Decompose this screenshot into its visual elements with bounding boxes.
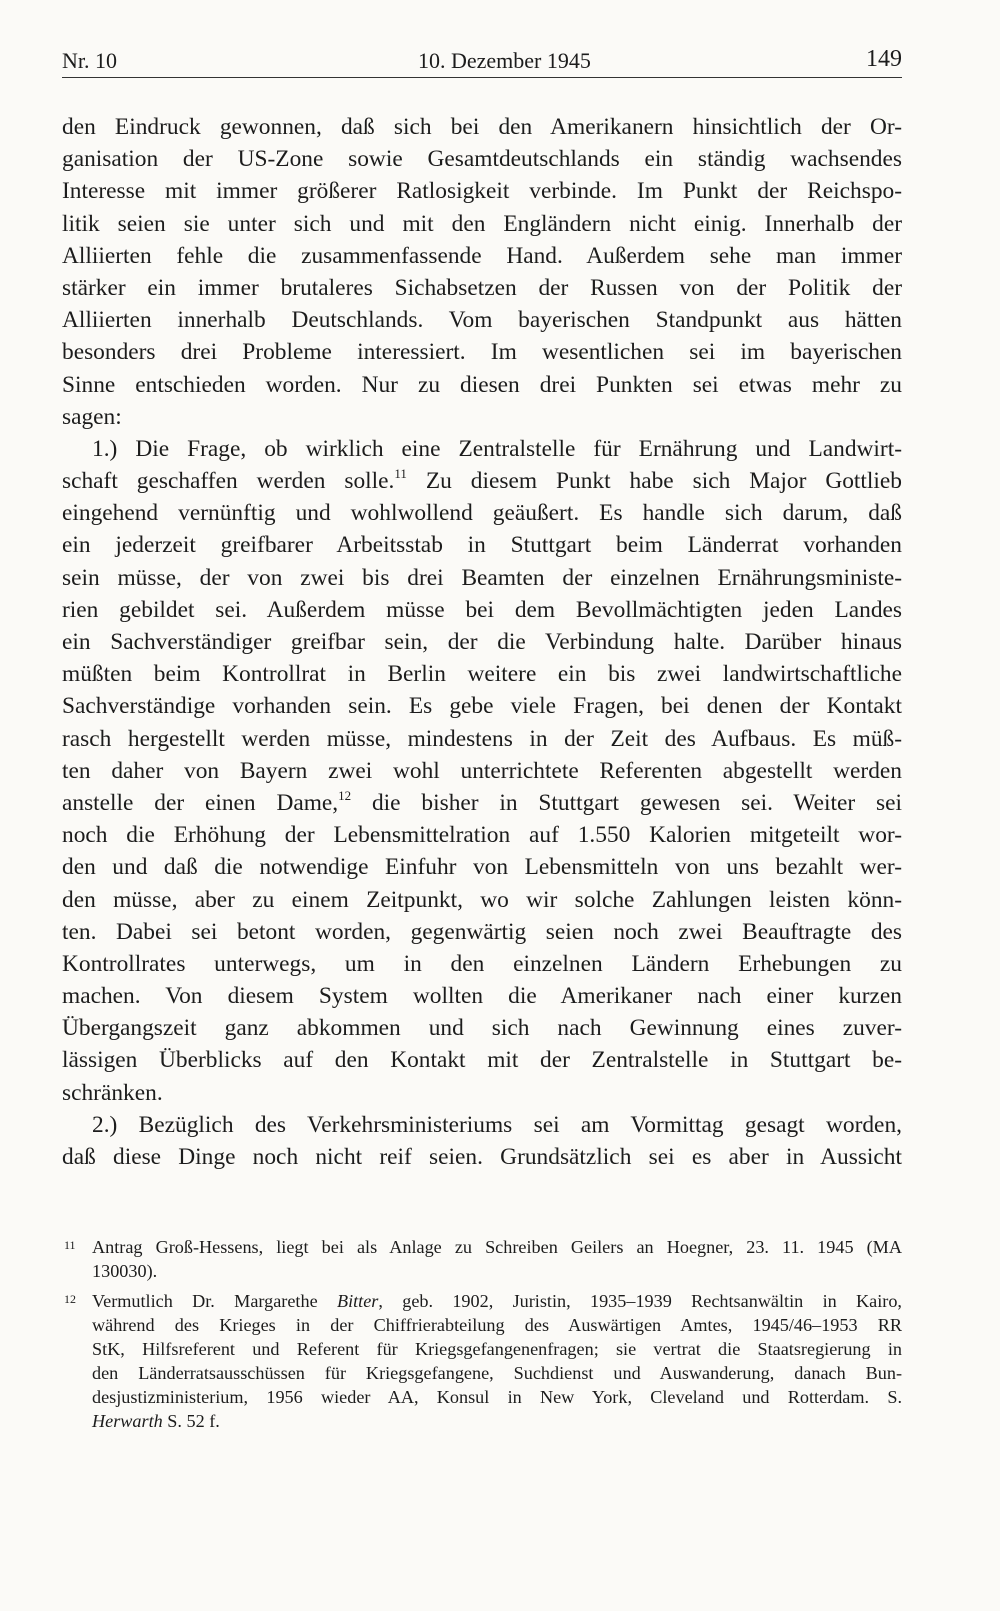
running-head <box>62 44 902 78</box>
body-line: machen. Von diesem System wollten die Amerikaner nach einer kurzen <box>62 983 902 1010</box>
body-text-fragment: schaft geschaffen werden solle. <box>62 468 395 495</box>
body-line: daß diese Dinge noch nicht reif seien. Grundsätzlich sei es aber in Aussicht <box>62 1144 902 1170</box>
body-line: den Eindruck gewonnen, daß sich bei den Amerikanern hinsichtlich der Or- <box>62 114 902 140</box>
body-text-fragment: anstelle der einen Dame, <box>62 789 339 816</box>
body-line: rasch hergestellt werden müsse, mindestens in der Zeit des Aufbaus. Es müß- <box>62 725 902 752</box>
body-line: ten daher von Bayern zwei wohl unterrichtete Referenten abgestellt werden <box>62 757 902 784</box>
footnote-12 <box>62 1289 902 1433</box>
footnote-italic-name: Bitter <box>336 1291 379 1311</box>
body-line: ten. Dabei sei betont worden, gegenwärtig seien noch zwei Beauftragte des <box>62 918 902 945</box>
body-line: ein Sachverständiger greifbar sein, der die Verbindung halte. Darüber hinaus <box>62 629 902 655</box>
body-line: den und daß die notwendige Einfuhr von Lebensmitteln von uns bezahlt wer- <box>62 854 902 881</box>
footnote-line <box>92 1289 902 1313</box>
footnote-line: während des Krieges in der Chiffrierabteilung des Auswärtigen Amtes, 1945/46–1953 RR <box>92 1315 902 1335</box>
footnotes <box>62 1235 902 1439</box>
body-line: schränken. <box>62 1079 163 1106</box>
footnote-italic-name: Herwarth <box>92 1411 163 1431</box>
footnote-line: desjustizministerium, 1956 wieder AA, Konsul in New York, Cleveland und Rotterdam. S. <box>92 1387 902 1407</box>
footnote-ref-11: 11 <box>394 466 407 482</box>
body-line: Interesse mit immer größerer Ratlosigkeit verbinde. Im Punkt der Reichspo- <box>62 178 902 205</box>
body-text-fragment: Zu diesem Punkt habe sich Major Gottlieb <box>406 468 902 495</box>
body-line: lässigen Überblicks auf den Kontakt mit der Zentralstelle in Stuttgart be- <box>62 1047 902 1074</box>
body-line: Übergangszeit ganz abkommen und sich nach Gewinnung eines zuver- <box>62 1015 902 1042</box>
footnote-ref-12: 12 <box>338 787 352 803</box>
body-line: litik seien sie unter sich und mit den Engländern nicht einig. Innerhalb der <box>62 210 902 237</box>
body-line <box>62 465 902 497</box>
body-line: sein müsse, der von zwei bis drei Beamten der einzelnen Ernährungsministe- <box>62 564 902 591</box>
body-line: sagen: <box>62 403 122 430</box>
footnote-line: den Länderratsausschüssen für Kriegsgefangene, Suchdienst und Auswanderung, danach Bun- <box>92 1363 902 1383</box>
footnote-number: 11 <box>64 1238 76 1252</box>
footnote-text-fragment: Vermutlich Dr. Margarethe <box>92 1291 337 1311</box>
body-line: noch die Erhöhung der Lebensmittelration auf 1.550 Kalorien mitgeteilt wor- <box>62 822 902 849</box>
body-line: rien gebildet sei. Außerdem müsse bei dem Bevollmächtigten jeden Landes <box>62 596 902 623</box>
body-line: stärker ein immer brutaleres Sichabsetzen der Russen von der Politik der <box>62 274 902 301</box>
document-number: Nr. 10 <box>62 48 117 73</box>
body-line: Alliierten fehle die zusammenfassende Hand. Außerdem sehe man immer <box>62 242 902 269</box>
body-line: müßten beim Kontrollrat in Berlin weitere ein bis zwei landwirtschaftliche <box>62 661 902 688</box>
body-line: Alliierten innerhalb Deutschlands. Vom bayerischen Standpunkt aus hätten <box>62 307 902 334</box>
body-line: ein jederzeit greifbarer Arbeitsstab in Stuttgart beim Länderrat vorhanden <box>62 532 902 559</box>
footnote-text-fragment: , geb. 1902, Juristin, 1935–1939 Rechtsanwältin in Kairo, <box>378 1291 902 1311</box>
footnote-11 <box>62 1235 902 1283</box>
body-line: besonders drei Probleme interessiert. Im wesentlichen sei im bayerischen <box>62 339 902 366</box>
footnote-line: 130030). <box>92 1261 158 1281</box>
document-date: 10. Dezember 1945 <box>418 48 591 73</box>
body-text <box>62 111 902 1173</box>
body-line: ganisation der US-Zone sowie Gesamtdeutschlands ein ständig wachsendes <box>62 146 902 173</box>
body-text-fragment: die bisher in Stuttgart gewesen sei. Weiter sei <box>351 789 902 816</box>
footnote-line: Antrag Groß-Hessens, liegt bei als Anlage zu Schreiben Geilers an Hoegner, 23. 11. 1945 (MA <box>92 1237 902 1257</box>
body-line: eingehend vernünftig und wohlwollend geäußert. Es handle sich darum, daß <box>62 500 902 527</box>
body-line: Kontrollrates unterwegs, um in den einzelnen Ländern Erhebungen zu <box>62 950 902 977</box>
body-line: Sinne entschieden worden. Nur zu diesen drei Punkten sei etwas mehr zu <box>62 371 902 398</box>
footnote-line: StK, Hilfsreferent und Referent für Kriegsgefangenenfragen; sie vertrat die Staatsregierung in <box>92 1339 902 1359</box>
page-number: 149 <box>866 46 902 72</box>
header-rule <box>62 77 902 78</box>
body-line: Sachverständige vorhanden sein. Es gebe viele Fragen, bei denen der Kontakt <box>62 693 902 720</box>
footnote-text-fragment: S. 52 f. <box>162 1411 220 1431</box>
body-line: 2.) Bezüglich des Verkehrsministeriums sei am Vormittag gesagt worden, <box>92 1111 902 1138</box>
footnote-line <box>92 1409 902 1433</box>
footnote-number: 12 <box>64 1292 76 1306</box>
body-line: 1.) Die Frage, ob wirklich eine Zentralstelle für Ernährung und Landwirt- <box>92 435 902 462</box>
body-line: den müsse, aber zu einem Zeitpunkt, wo wir solche Zahlungen leisten könn- <box>62 886 902 913</box>
body-line <box>62 787 902 819</box>
